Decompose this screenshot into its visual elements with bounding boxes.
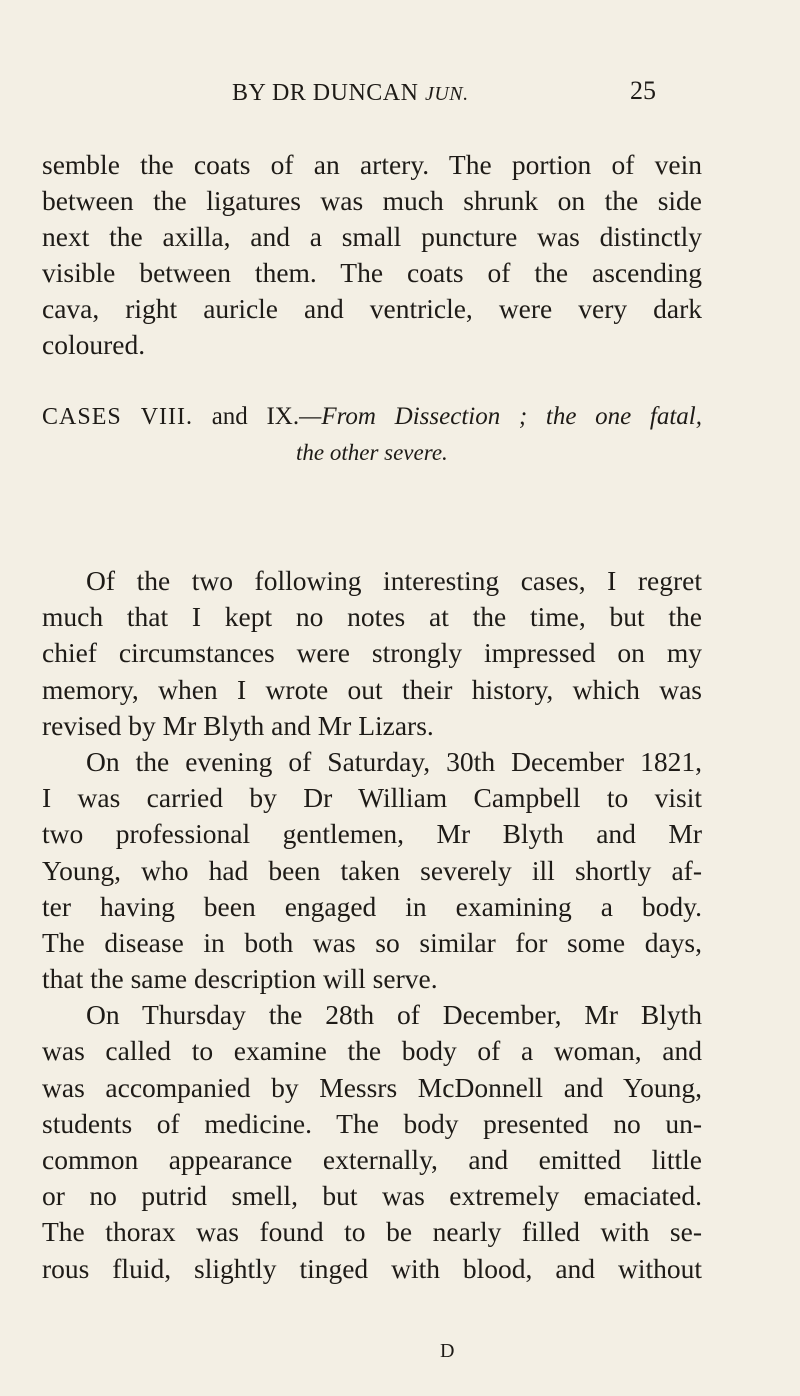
text-line: much that I kept no notes at the time, but the: [42, 601, 702, 633]
text-line: On the evening of Saturday, 30th December 1821,: [86, 745, 702, 777]
heading-line-1: [42, 399, 702, 435]
text-line: Young, who had been taken severely ill shortly af-: [42, 854, 702, 886]
signature-mark: D: [440, 1340, 455, 1362]
section-heading: [42, 399, 702, 471]
text-line: visible between them. The coats of the ascending: [42, 257, 702, 288]
text-line: rous fluid, slightly tinged with blood, and without: [42, 1252, 702, 1284]
heading-and: and IX.: [193, 403, 300, 430]
text-line: was accompanied by Messrs McDonnell and Young,: [42, 1071, 702, 1103]
running-title-upright: BY DR DUNCAN: [232, 80, 425, 106]
text-line: Of the two following interesting cases, I regret: [86, 565, 702, 596]
heading-italic: —From Dissection ; the one fatal,: [299, 403, 703, 430]
text-line: ter having been engaged in examining a body.: [42, 890, 702, 922]
text-line: common appearance externally, and emitted little: [42, 1144, 702, 1175]
text-line: cava, right auricle and ventricle, were very dark: [42, 293, 702, 324]
text-line: between the ligatures was much shrunk on the side: [42, 185, 702, 216]
text-line: memory, when I wrote out their history, which was: [42, 673, 702, 705]
heading-line-2: the other severe.: [296, 440, 448, 465]
text-line: was called to examine the body of a woman, and: [42, 1035, 702, 1067]
running-title-italic: JUN.: [424, 83, 469, 105]
text-line: students of medicine. The body presented no un-: [42, 1107, 702, 1139]
heading-cases: CASES VIII.: [42, 404, 194, 430]
running-head: [0, 76, 800, 120]
text-line: next the axilla, and a small puncture was distinctly: [42, 221, 702, 252]
running-title: [232, 80, 469, 107]
text-line: The thorax was found to be nearly filled with se-: [42, 1216, 702, 1248]
text-line: semble the coats of an artery. The portion of vein: [42, 149, 702, 180]
text-line: two professional gentlemen, Mr Blyth and Mr: [42, 818, 702, 850]
text-line: I was carried by Dr William Campbell to visit: [42, 782, 702, 814]
page-number: 25: [630, 76, 656, 105]
paragraph-2: [42, 563, 702, 1287]
text-line: revised by Mr Blyth and Mr Lizars.: [42, 709, 434, 741]
text-line: coloured.: [42, 329, 146, 360]
text-line: that the same description will serve.: [42, 963, 438, 995]
paragraph-1: [42, 147, 702, 363]
text-line: or no putrid smell, but was extremely emaciated.: [42, 1180, 702, 1212]
text-line: chief circumstances were strongly impressed on my: [42, 637, 702, 669]
text-line: The disease in both was so similar for some days,: [42, 926, 702, 958]
text-line: On Thursday the 28th of December, Mr Blyth: [86, 999, 702, 1031]
